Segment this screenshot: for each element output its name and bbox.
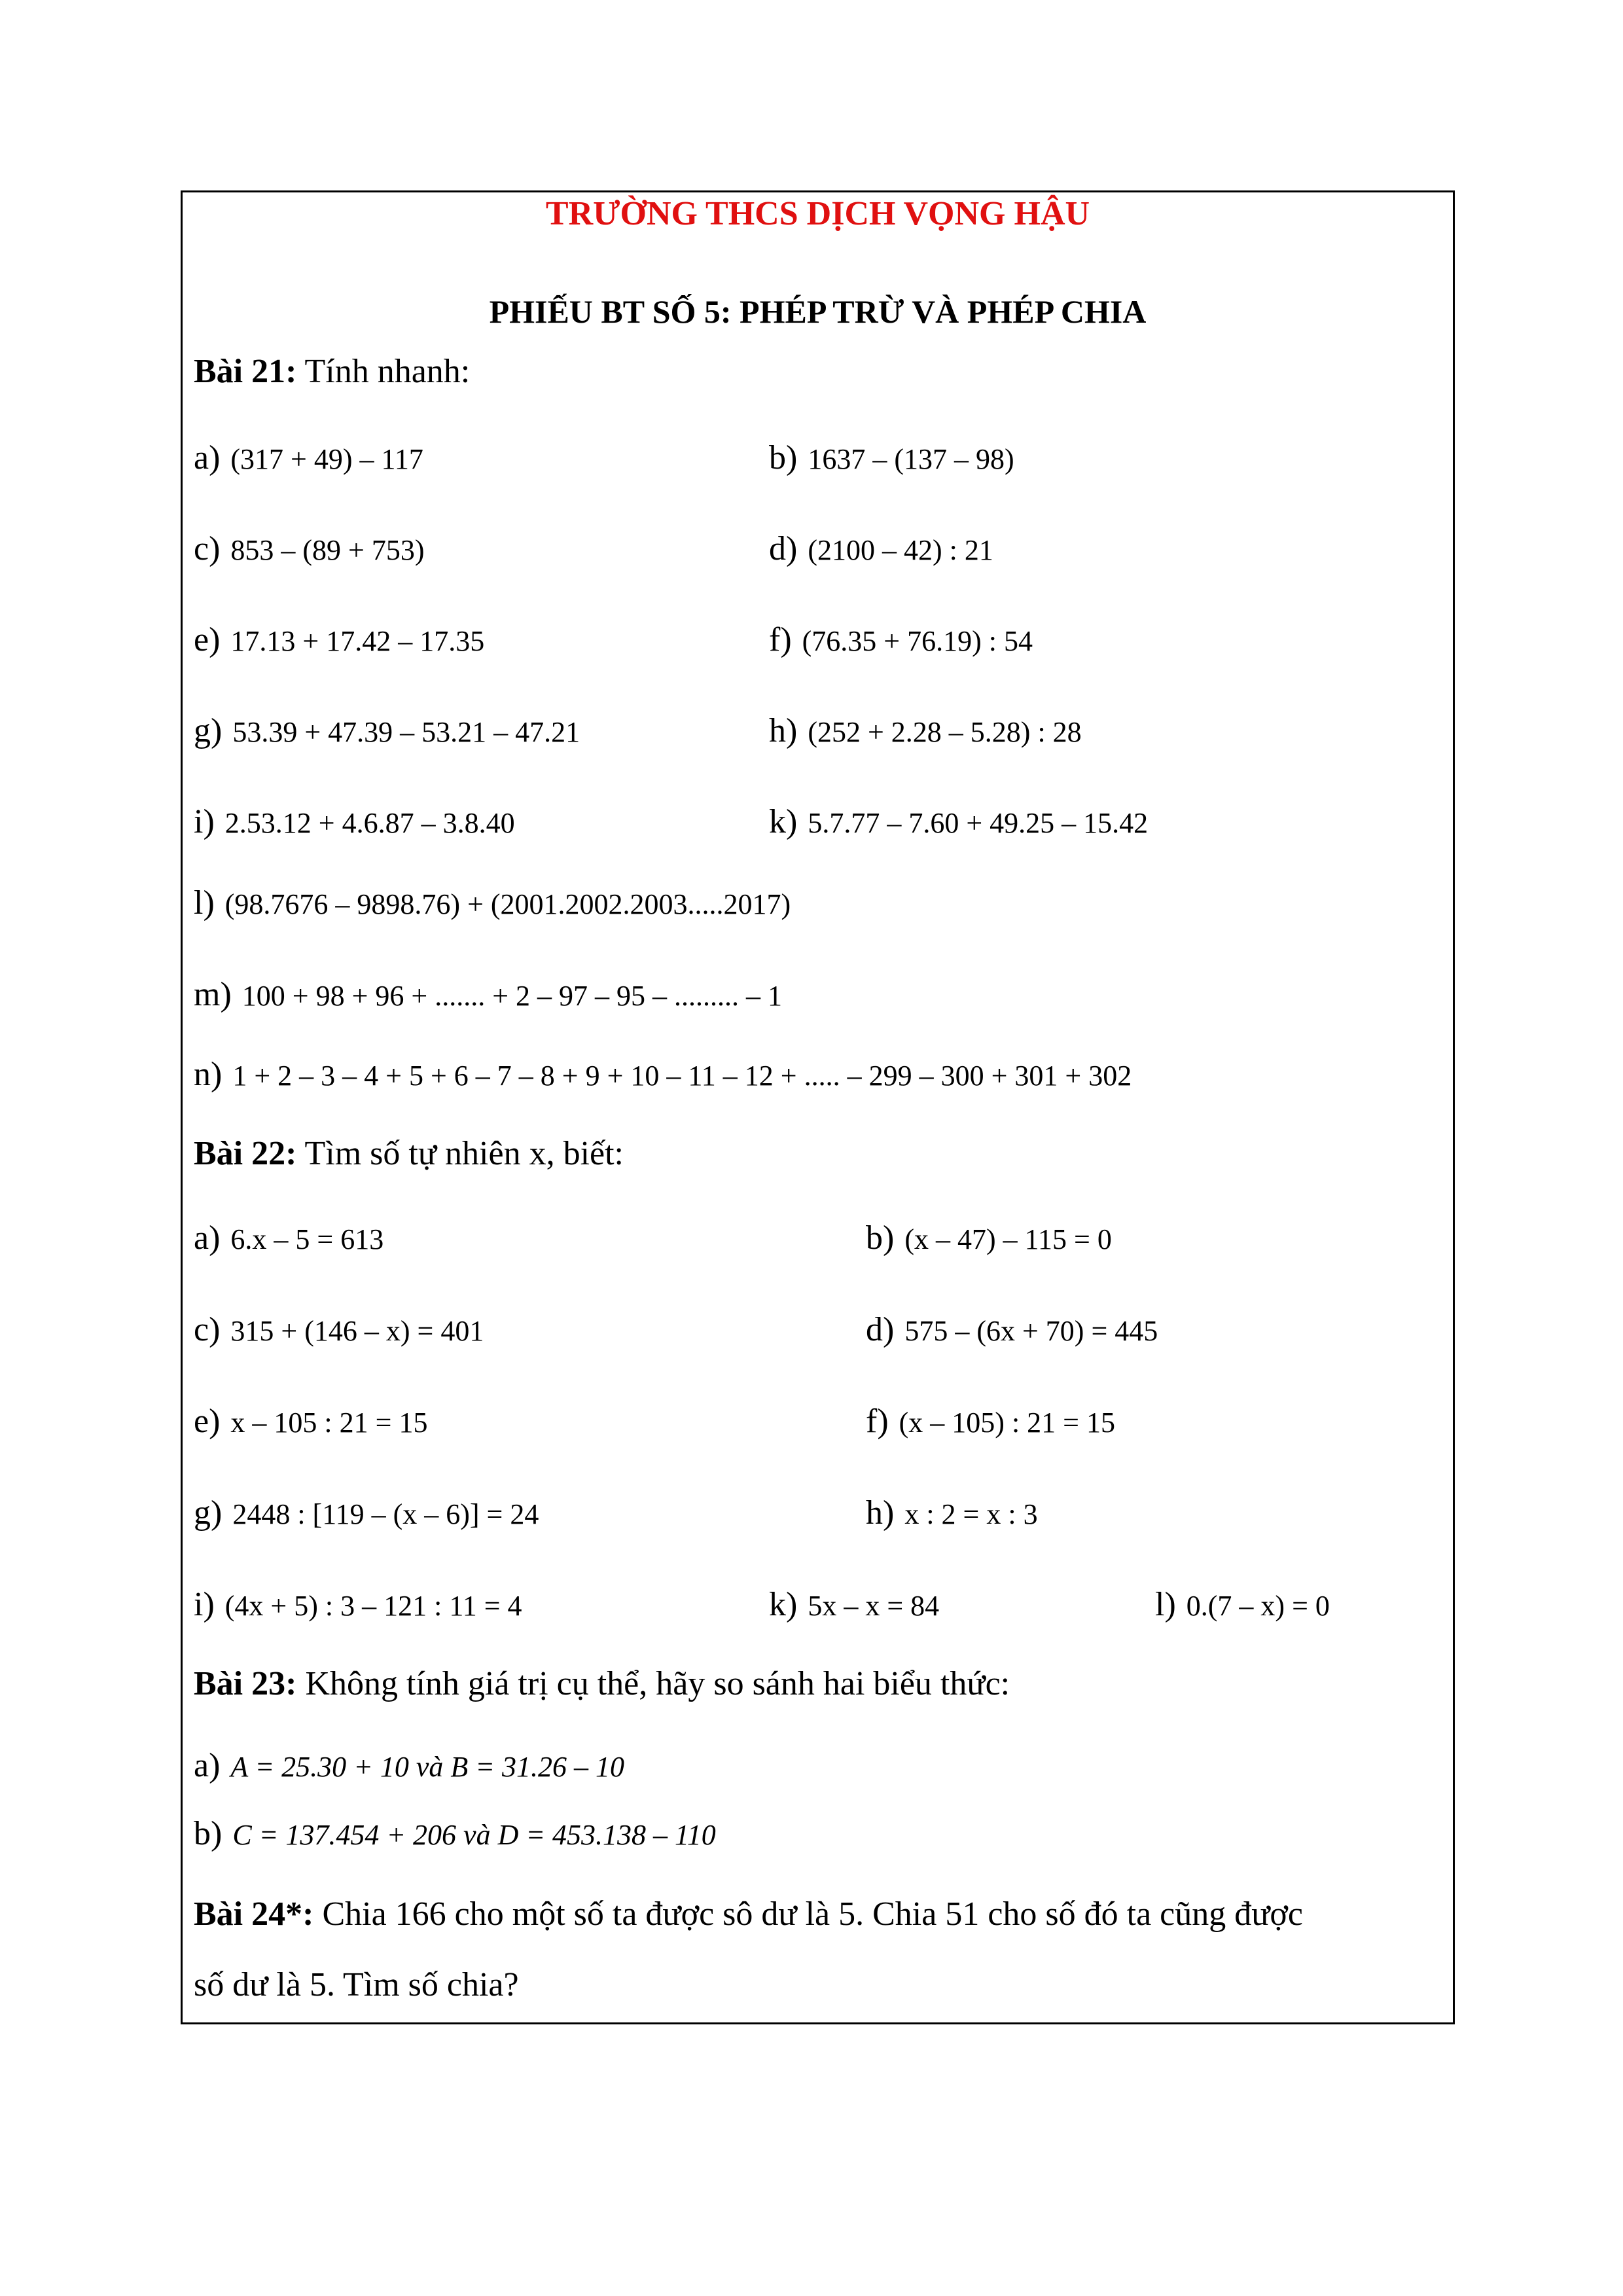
exercise-21-text: Tính nhanh: (304, 353, 471, 390)
exercise-21-item-e: e) 17.13 + 17.42 – 17.35 (194, 621, 485, 658)
exercise-21-item-a: a) (317 + 49) – 117 (194, 439, 423, 476)
exercise-21-item-k: k) 5.7.77 – 7.60 + 49.25 – 15.42 (769, 803, 1149, 840)
exercise-23-item-b: b) C = 137.454 + 206 và D = 453.138 – 110 (194, 1815, 716, 1852)
exercise-22-item-h: h) x : 2 = x : 3 (866, 1494, 1038, 1532)
exercise-22-item-b: b) (x – 47) – 115 = 0 (866, 1219, 1112, 1257)
exercise-22-item-f: f) (x – 105) : 21 = 15 (866, 1403, 1115, 1440)
worksheet-title: PHIẾU BT SỐ 5: PHÉP TRỪ VÀ PHÉP CHIA (489, 293, 1147, 330)
exercise-22-item-d: d) 575 – (6x + 70) = 445 (866, 1311, 1158, 1348)
exercise-21-heading (194, 355, 470, 389)
exercise-21-item-h: h) (252 + 2.28 – 5.28) : 28 (769, 712, 1082, 749)
exercise-23-label: Bài 23: (194, 1665, 297, 1702)
exercise-21-item-d: d) (2100 – 42) : 21 (769, 530, 993, 567)
exercise-21-item-i: i) 2.53.12 + 4.6.87 – 3.8.40 (194, 803, 515, 840)
worksheet-frame (181, 190, 1455, 2024)
exercise-22-heading (194, 1137, 624, 1171)
exercise-24-line-1 (194, 1897, 1303, 1931)
exercise-21-item-l: l) (98.7676 – 9898.76) + (2001.2002.2003.....2017) (194, 884, 791, 922)
exercise-22-text: Tìm số tự nhiên x, biết: (304, 1135, 624, 1172)
exercise-22-item-i: i) (4x + 5) : 3 – 121 : 11 = 4 (194, 1586, 522, 1623)
exercise-21-item-f: f) (76.35 + 76.19) : 54 (769, 621, 1033, 658)
exercise-23-heading (194, 1667, 1010, 1701)
exercise-22-item-a: a) 6.x – 5 = 613 (194, 1219, 384, 1257)
exercise-22-item-e: e) x – 105 : 21 = 15 (194, 1403, 428, 1440)
exercise-21-label: Bài 21: (194, 353, 297, 390)
exercise-21-item-g: g) 53.39 + 47.39 – 53.21 – 47.21 (194, 712, 580, 749)
exercise-23-item-a: a) A = 25.30 + 10 và B = 31.26 – 10 (194, 1747, 624, 1784)
exercise-24-text: Chia 166 cho một số ta được sô dư là 5. Chia 51 cho số đó ta cũng được (322, 1895, 1304, 1933)
exercise-23-text: Không tính giá trị cụ thể, hãy so sánh hai biểu thức: (305, 1665, 1010, 1702)
exercise-21-item-c: c) 853 – (89 + 753) (194, 530, 425, 567)
exercise-24-line-2: số dư là 5. Tìm số chia? (194, 1966, 519, 2003)
school-name: TRƯỜNG THCS DỊCH VỌNG HẬU (545, 195, 1090, 232)
exercise-21-item-n: n) 1 + 2 – 3 – 4 + 5 + 6 – 7 – 8 + 9 + 10 – 11 – 12 + ..... – 299 – 300 + 301 + 302 (194, 1056, 1132, 1093)
exercise-22-item-k: k) 5x – x = 84 (769, 1586, 940, 1623)
exercise-22-label: Bài 22: (194, 1135, 297, 1172)
exercise-21-item-b: b) 1637 – (137 – 98) (769, 439, 1014, 476)
exercise-22-item-c: c) 315 + (146 – x) = 401 (194, 1311, 484, 1348)
exercise-22-item-l: l) 0.(7 – x) = 0 (1155, 1586, 1330, 1623)
exercise-24-label: Bài 24*: (194, 1895, 314, 1933)
exercise-22-item-g: g) 2448 : [119 – (x – 6)] = 24 (194, 1494, 539, 1532)
exercise-21-item-m: m) 100 + 98 + 96 + ....... + 2 – 97 – 95 – ......... – 1 (194, 976, 783, 1013)
